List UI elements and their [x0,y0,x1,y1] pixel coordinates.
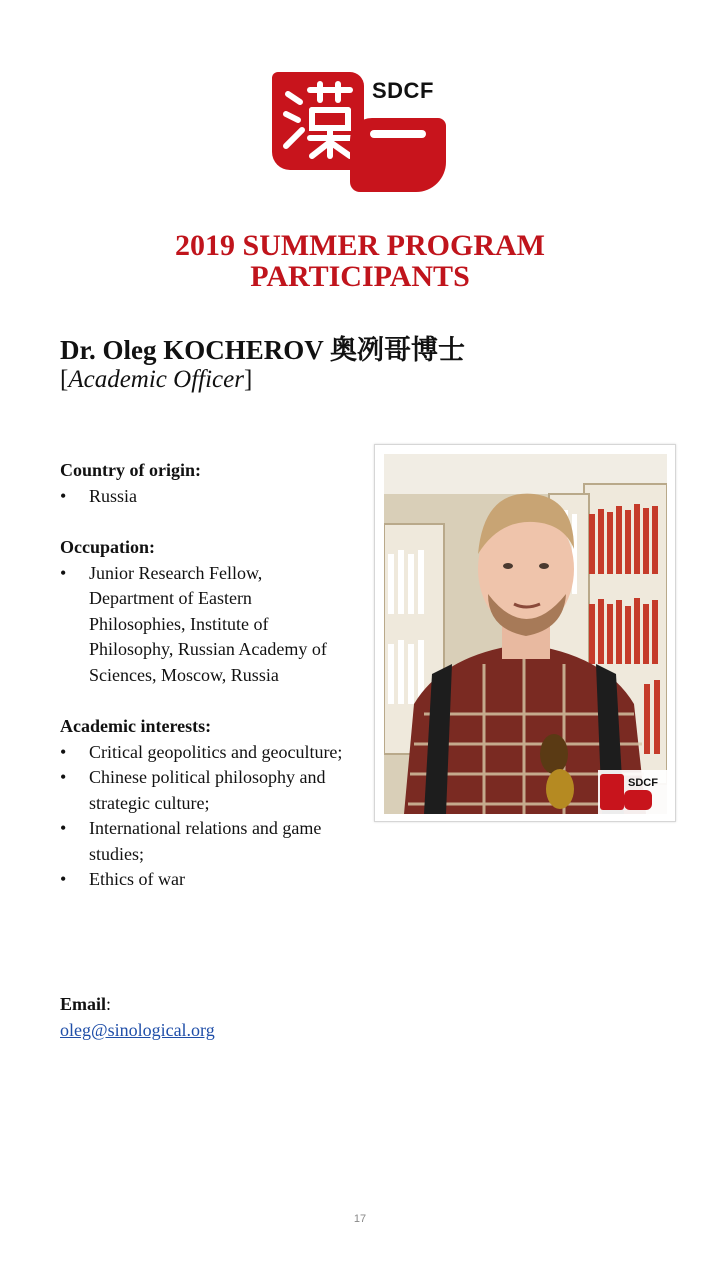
sdcf-logo [272,70,452,195]
title-line-2: PARTICIPANTS [250,260,470,293]
occupation-list [60,561,350,689]
participant-photo [384,454,667,814]
country-heading: Country of origin: [60,460,201,480]
participant-name: Dr. Oleg KOCHEROV 奥冽哥博士 [60,335,466,365]
role-bracket-close: ] [243,366,253,393]
country-list [60,484,350,510]
email-link[interactable]: oleg@sinological.org [60,1020,215,1040]
title-line-1: 2019 SUMMER PROGRAM [175,229,545,262]
list-item: • Chinese political philosophy and strategic culture; [60,765,350,816]
page-number: 17 [353,1213,367,1225]
role-title: Academic Officer [68,366,244,393]
participant-info [60,458,350,893]
email-label-colon: : [106,994,112,1014]
logo-seal-right [350,118,446,192]
list-item: • International relations and game studies; [60,816,350,867]
occupation-heading: Occupation: [60,537,156,557]
logo-text: SDCF [372,78,434,103]
participant-photo-frame [374,444,676,822]
email-label [60,994,111,1015]
participant-role [60,366,252,394]
logo-calligraphy [280,80,356,160]
email-label-text: Email [60,994,107,1014]
photo-watermark: SDCF [628,777,658,789]
list-item: • Junior Research Fellow, Department of Eastern Philosophies, Institute of Philosophy, Russian Academy of Sciences, Moscow, Russia [60,561,350,689]
list-item: • Ethics of war [60,867,350,893]
interests-list [60,740,350,893]
page-title [0,230,720,292]
list-item: • Russia [60,484,350,510]
role-bracket-open: [ [60,366,69,393]
interests-heading: Academic interests: [60,716,212,736]
list-item: • Critical geopolitics and geoculture; [60,740,350,766]
